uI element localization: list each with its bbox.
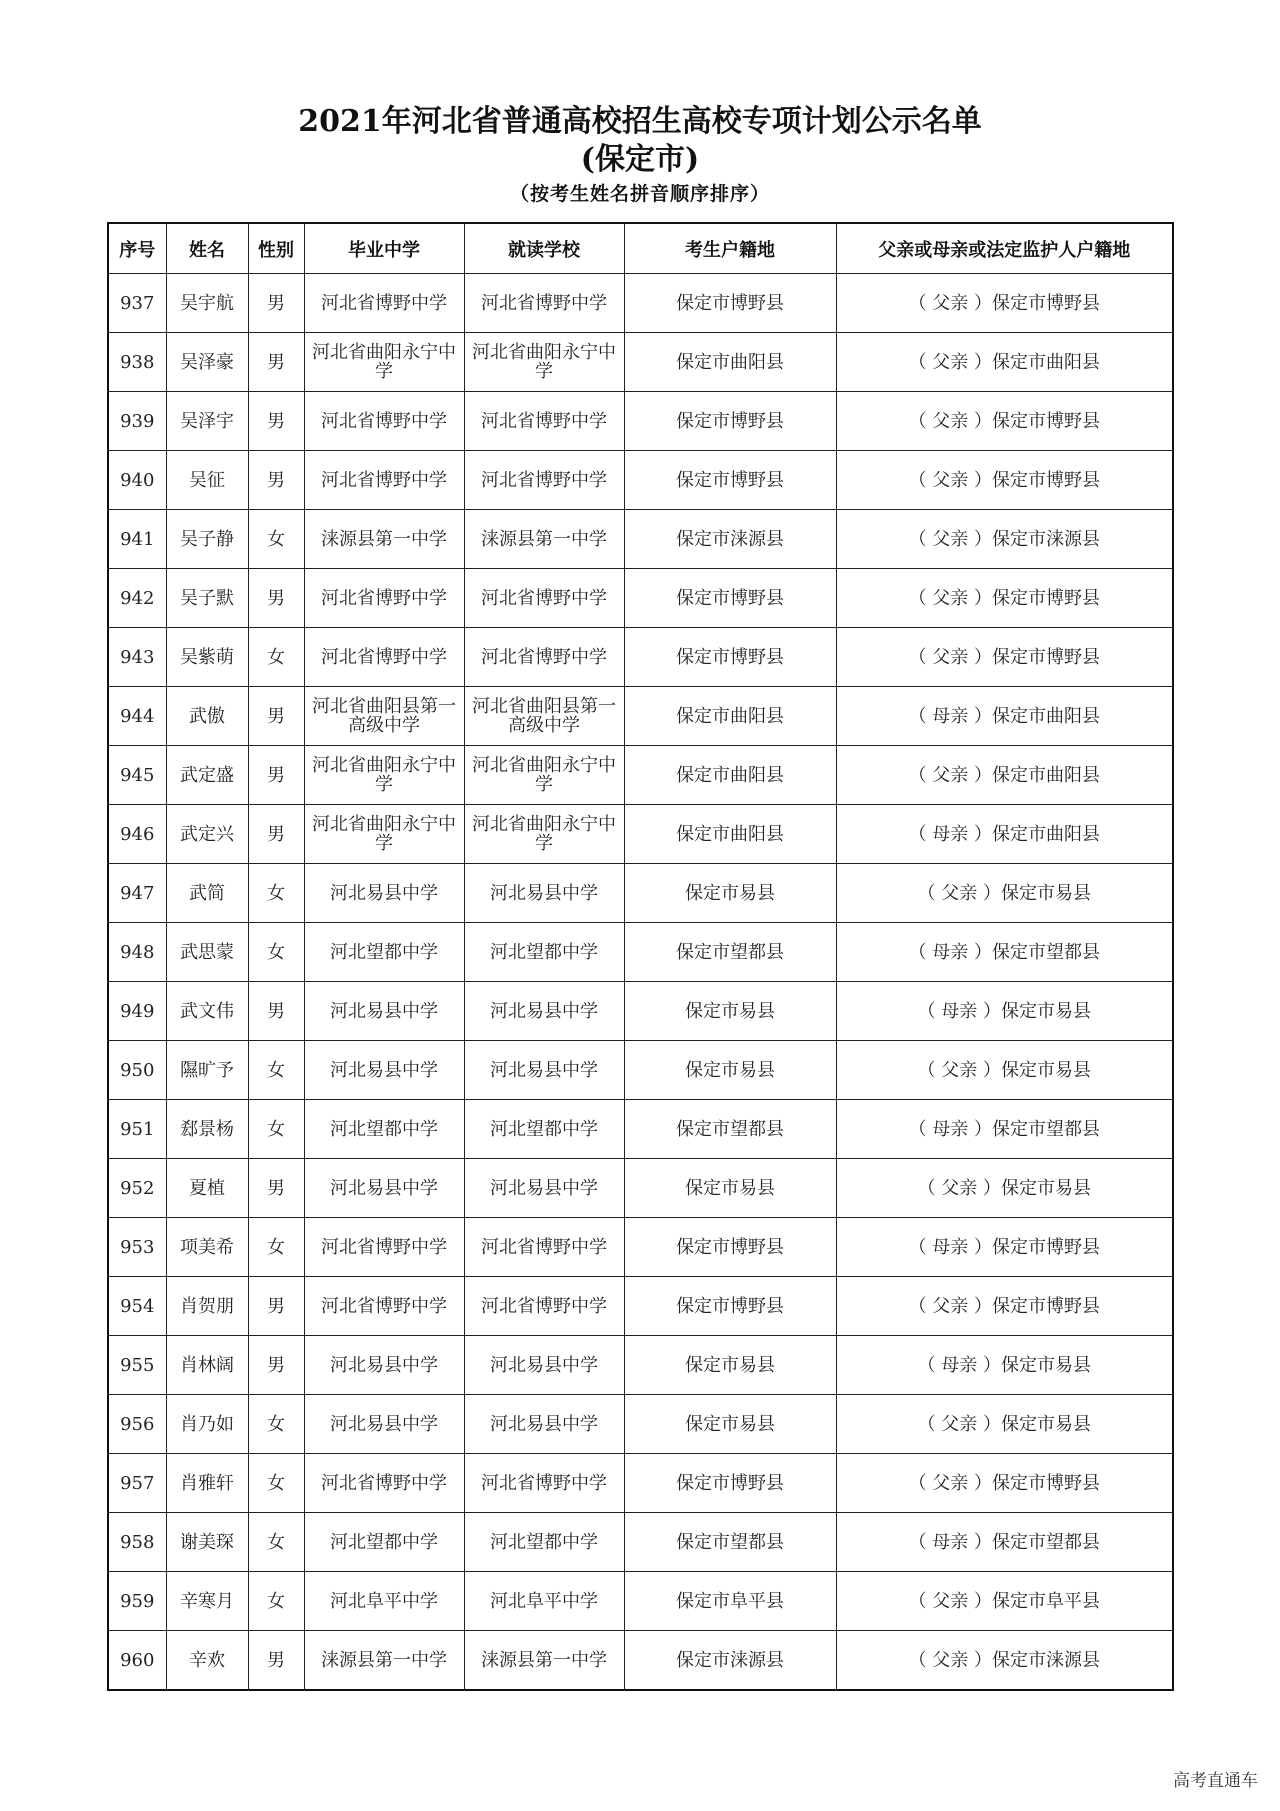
cell-current-school: 河北省曲阳永宁中学 [464,746,624,805]
cell-name: 武傲 [166,687,248,746]
cell-gender: 女 [248,1100,304,1159]
cell-residence: 保定市曲阳县 [624,333,836,392]
document-subtitle: (保定市) [580,142,700,177]
cell-residence: 保定市博野县 [624,1218,836,1277]
cell-guardian-residence: （ 父亲 ）保定市易县 [836,1159,1173,1218]
cell-current-school: 河北易县中学 [464,1395,624,1454]
cell-guardian-residence: （ 父亲 ）保定市易县 [836,864,1173,923]
table-row [108,1159,1173,1218]
cell-seq: 958 [108,1513,166,1572]
cell-seq: 960 [108,1631,166,1691]
table-row [108,746,1173,805]
cell-residence: 保定市博野县 [624,392,836,451]
cell-gender: 女 [248,864,304,923]
cell-name: 肖雅轩 [166,1454,248,1513]
cell-residence: 保定市易县 [624,1336,836,1395]
cell-gender: 男 [248,569,304,628]
cell-grad-school: 河北省博野中学 [304,1454,464,1513]
sort-note: （按考生姓名拼音顺序排序） [509,183,770,205]
cell-residence: 保定市望都县 [624,923,836,982]
cell-current-school: 河北省博野中学 [464,1218,624,1277]
cell-name: 肖乃如 [166,1395,248,1454]
cell-seq: 954 [108,1277,166,1336]
table-row [108,333,1173,392]
cell-name: 吴泽豪 [166,333,248,392]
cell-guardian-residence: （ 母亲 ）保定市易县 [836,1336,1173,1395]
cell-name: 武定盛 [166,746,248,805]
cell-seq: 947 [108,864,166,923]
cell-grad-school: 河北望都中学 [304,923,464,982]
cell-current-school: 河北阜平中学 [464,1572,624,1631]
cell-name: 夏植 [166,1159,248,1218]
cell-gender: 男 [248,687,304,746]
table-row [108,274,1173,333]
cell-name: 辛寒月 [166,1572,248,1631]
cell-guardian-residence: （ 父亲 ）保定市博野县 [836,392,1173,451]
table-row [108,1454,1173,1513]
cell-grad-school: 涞源县第一中学 [304,1631,464,1691]
cell-gender: 男 [248,274,304,333]
cell-seq: 945 [108,746,166,805]
cell-guardian-residence: （ 父亲 ）保定市曲阳县 [836,333,1173,392]
cell-residence: 保定市曲阳县 [624,687,836,746]
cell-gender: 男 [248,1159,304,1218]
cell-seq: 952 [108,1159,166,1218]
table-row [108,1395,1173,1454]
cell-current-school: 河北望都中学 [464,1513,624,1572]
cell-guardian-residence: （ 母亲 ）保定市曲阳县 [836,805,1173,864]
cell-gender: 男 [248,451,304,510]
cell-current-school: 河北省博野中学 [464,1277,624,1336]
cell-name: 吴紫萌 [166,628,248,687]
cell-grad-school: 河北望都中学 [304,1100,464,1159]
cell-grad-school: 河北省曲阳永宁中学 [304,333,464,392]
table-row [108,1336,1173,1395]
cell-residence: 保定市望都县 [624,1513,836,1572]
cell-seq: 956 [108,1395,166,1454]
cell-name: 项美希 [166,1218,248,1277]
cell-gender: 女 [248,628,304,687]
cell-gender: 女 [248,1454,304,1513]
table-row [108,1100,1173,1159]
cell-current-school: 河北易县中学 [464,864,624,923]
cell-current-school: 河北省博野中学 [464,628,624,687]
cell-name: 吴子静 [166,510,248,569]
cell-name: 郄景杨 [166,1100,248,1159]
cell-guardian-residence: （ 母亲 ）保定市望都县 [836,1513,1173,1572]
cell-name: 武简 [166,864,248,923]
table-row [108,510,1173,569]
cell-gender: 男 [248,1336,304,1395]
cell-current-school: 涞源县第一中学 [464,510,624,569]
cell-seq: 953 [108,1218,166,1277]
cell-current-school: 河北省博野中学 [464,569,624,628]
cell-guardian-residence: （ 父亲 ）保定市易县 [836,1395,1173,1454]
cell-gender: 女 [248,1572,304,1631]
table-row [108,805,1173,864]
cell-grad-school: 河北望都中学 [304,1513,464,1572]
cell-current-school: 河北易县中学 [464,1159,624,1218]
cell-seq: 940 [108,451,166,510]
cell-residence: 保定市博野县 [624,1454,836,1513]
cell-current-school: 河北省博野中学 [464,392,624,451]
table-row [108,1631,1173,1691]
cell-gender: 女 [248,1395,304,1454]
cell-gender: 男 [248,805,304,864]
cell-grad-school: 河北省博野中学 [304,569,464,628]
cell-guardian-residence: （ 父亲 ）保定市博野县 [836,628,1173,687]
cell-name: 吴征 [166,451,248,510]
cell-guardian-residence: （ 母亲 ）保定市曲阳县 [836,687,1173,746]
cell-current-school: 河北易县中学 [464,1041,624,1100]
table-row [108,864,1173,923]
cell-residence: 保定市涞源县 [624,1631,836,1691]
header-residence: 考生户籍地 [624,223,836,274]
cell-residence: 保定市易县 [624,982,836,1041]
table-row [108,1513,1173,1572]
cell-current-school: 河北省曲阳永宁中学 [464,805,624,864]
cell-residence: 保定市涞源县 [624,510,836,569]
cell-grad-school: 河北易县中学 [304,1041,464,1100]
cell-gender: 女 [248,1041,304,1100]
header-guardian-residence: 父亲或母亲或法定监护人户籍地 [836,223,1173,274]
cell-gender: 男 [248,1631,304,1691]
cell-grad-school: 河北省博野中学 [304,1218,464,1277]
cell-name: 谢美琛 [166,1513,248,1572]
cell-grad-school: 涞源县第一中学 [304,510,464,569]
header-gender: 性别 [248,223,304,274]
table-body [108,274,1173,1691]
cell-name: 辛欢 [166,1631,248,1691]
cell-grad-school: 河北易县中学 [304,982,464,1041]
cell-name: 吴泽宇 [166,392,248,451]
cell-grad-school: 河北易县中学 [304,1159,464,1218]
cell-seq: 959 [108,1572,166,1631]
cell-gender: 男 [248,746,304,805]
watermark: 高考直通车 [1173,1771,1258,1791]
cell-residence: 保定市易县 [624,1395,836,1454]
cell-seq: 941 [108,510,166,569]
cell-name: 吴宇航 [166,274,248,333]
cell-current-school: 河北省博野中学 [464,274,624,333]
document-title: 2021年河北省普通高校招生高校专项计划公示名单 [298,104,982,139]
cell-gender: 女 [248,1218,304,1277]
cell-residence: 保定市易县 [624,864,836,923]
cell-grad-school: 河北易县中学 [304,1336,464,1395]
table-row [108,1572,1173,1631]
cell-name: 武定兴 [166,805,248,864]
cell-grad-school: 河北易县中学 [304,864,464,923]
table-row [108,392,1173,451]
cell-guardian-residence: （ 母亲 ）保定市望都县 [836,1100,1173,1159]
cell-seq: 948 [108,923,166,982]
cell-residence: 保定市博野县 [624,628,836,687]
cell-residence: 保定市曲阳县 [624,746,836,805]
cell-residence: 保定市博野县 [624,569,836,628]
cell-residence: 保定市易县 [624,1159,836,1218]
cell-guardian-residence: （ 母亲 ）保定市博野县 [836,1218,1173,1277]
cell-residence: 保定市博野县 [624,451,836,510]
roster-table [107,222,1174,1691]
table-row [108,628,1173,687]
cell-seq: 939 [108,392,166,451]
cell-gender: 男 [248,1277,304,1336]
cell-grad-school: 河北省博野中学 [304,1277,464,1336]
table-row [108,451,1173,510]
cell-seq: 957 [108,1454,166,1513]
table-row [108,1277,1173,1336]
cell-seq: 951 [108,1100,166,1159]
cell-current-school: 河北省曲阳县第一高级中学 [464,687,624,746]
cell-guardian-residence: （ 父亲 ）保定市涞源县 [836,510,1173,569]
cell-residence: 保定市博野县 [624,1277,836,1336]
cell-seq: 942 [108,569,166,628]
cell-guardian-residence: （ 父亲 ）保定市博野县 [836,1277,1173,1336]
cell-name: 武思蒙 [166,923,248,982]
cell-guardian-residence: （ 父亲 ）保定市曲阳县 [836,746,1173,805]
table-row [108,982,1173,1041]
cell-current-school: 河北望都中学 [464,1100,624,1159]
header-name: 姓名 [166,223,248,274]
cell-current-school: 河北易县中学 [464,982,624,1041]
table-row [108,1218,1173,1277]
cell-guardian-residence: （ 母亲 ）保定市易县 [836,982,1173,1041]
cell-seq: 943 [108,628,166,687]
cell-residence: 保定市易县 [624,1041,836,1100]
cell-gender: 女 [248,1513,304,1572]
cell-name: 武文伟 [166,982,248,1041]
table-row [108,923,1173,982]
table-row [108,569,1173,628]
cell-current-school: 河北望都中学 [464,923,624,982]
cell-guardian-residence: （ 父亲 ）保定市博野县 [836,451,1173,510]
cell-seq: 938 [108,333,166,392]
cell-gender: 男 [248,333,304,392]
cell-seq: 946 [108,805,166,864]
cell-guardian-residence: （ 父亲 ）保定市阜平县 [836,1572,1173,1631]
cell-gender: 男 [248,392,304,451]
cell-guardian-residence: （ 父亲 ）保定市涞源县 [836,1631,1173,1691]
header-grad-school: 毕业中学 [304,223,464,274]
cell-residence: 保定市望都县 [624,1100,836,1159]
cell-current-school: 河北省博野中学 [464,1454,624,1513]
cell-grad-school: 河北省博野中学 [304,628,464,687]
table-row [108,687,1173,746]
cell-grad-school: 河北省曲阳永宁中学 [304,746,464,805]
cell-guardian-residence: （ 父亲 ）保定市博野县 [836,569,1173,628]
cell-name: 肖林阔 [166,1336,248,1395]
cell-residence: 保定市阜平县 [624,1572,836,1631]
cell-gender: 男 [248,982,304,1041]
cell-guardian-residence: （ 父亲 ）保定市博野县 [836,274,1173,333]
cell-current-school: 河北省博野中学 [464,451,624,510]
cell-guardian-residence: （ 母亲 ）保定市望都县 [836,923,1173,982]
table-row [108,1041,1173,1100]
table-header-row [108,223,1173,274]
cell-name: 隰旷予 [166,1041,248,1100]
header-current-school: 就读学校 [464,223,624,274]
cell-grad-school: 河北省博野中学 [304,451,464,510]
cell-seq: 955 [108,1336,166,1395]
cell-residence: 保定市曲阳县 [624,805,836,864]
header-seq: 序号 [108,223,166,274]
cell-name: 吴子默 [166,569,248,628]
cell-seq: 937 [108,274,166,333]
cell-current-school: 河北易县中学 [464,1336,624,1395]
cell-guardian-residence: （ 父亲 ）保定市易县 [836,1041,1173,1100]
cell-grad-school: 河北易县中学 [304,1395,464,1454]
cell-seq: 949 [108,982,166,1041]
cell-seq: 950 [108,1041,166,1100]
cell-current-school: 涞源县第一中学 [464,1631,624,1691]
cell-residence: 保定市博野县 [624,274,836,333]
cell-grad-school: 河北省博野中学 [304,274,464,333]
cell-guardian-residence: （ 父亲 ）保定市博野县 [836,1454,1173,1513]
cell-gender: 女 [248,923,304,982]
cell-name: 肖贺朋 [166,1277,248,1336]
cell-current-school: 河北省曲阳永宁中学 [464,333,624,392]
cell-grad-school: 河北阜平中学 [304,1572,464,1631]
cell-grad-school: 河北省曲阳永宁中学 [304,805,464,864]
cell-grad-school: 河北省博野中学 [304,392,464,451]
cell-grad-school: 河北省曲阳县第一高级中学 [304,687,464,746]
cell-seq: 944 [108,687,166,746]
cell-gender: 女 [248,510,304,569]
